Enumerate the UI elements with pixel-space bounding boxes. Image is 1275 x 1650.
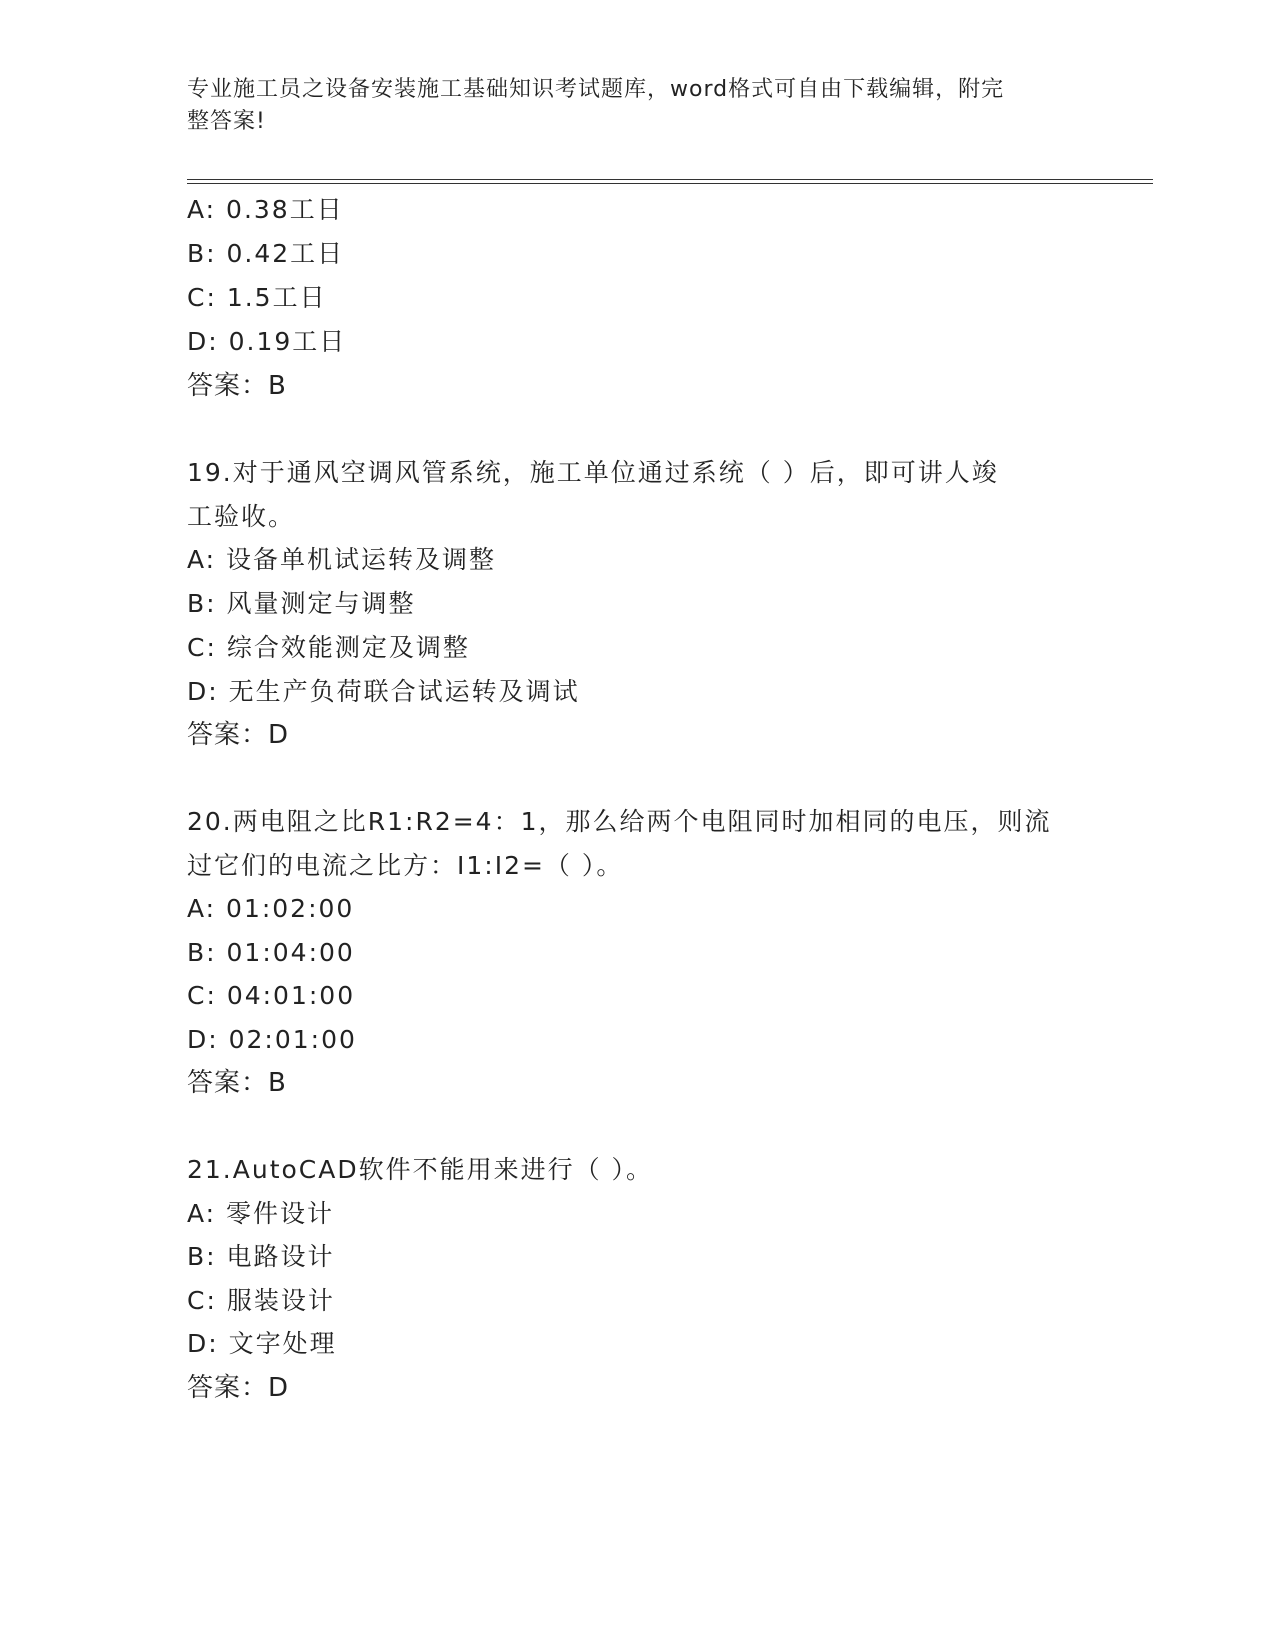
q18-option-b: B: 0.42工日 [187, 239, 345, 268]
q21-option-b: B: 电路设计 [187, 1242, 335, 1271]
q21-answer: 答案：D [187, 1373, 290, 1403]
q20-stem-line-2: 过它们的电流之比方：I1:I2=（ ）。 [187, 851, 624, 880]
q20-option-d: D: 02:01:00 [187, 1025, 357, 1054]
q19-option-c: C: 综合效能测定及调整 [187, 633, 470, 662]
q21-option-d: D: 文字处理 [187, 1329, 337, 1358]
q18-option-d: D: 0.19工日 [187, 327, 347, 356]
header-line-2: 整答案! [187, 109, 266, 134]
q19-answer: 答案：D [187, 720, 290, 750]
header-divider-top [187, 179, 1153, 180]
document-header [187, 74, 1067, 138]
q20-option-c: C: 04:01:00 [187, 981, 356, 1010]
q19-stem-line-1: 19.对于通风空调风管系统，施工单位通过系统（ ）后，即可讲人竣 [187, 458, 999, 487]
q19-option-d: D: 无生产负荷联合试运转及调试 [187, 677, 580, 706]
q20-option-a: A: 01:02:00 [187, 894, 355, 923]
q18-option-c: C: 1.5工日 [187, 283, 327, 312]
q19-stem-line-2: 工验收。 [187, 502, 296, 531]
q21-option-a: A: 零件设计 [187, 1199, 335, 1228]
q20-answer: 答案：B [187, 1068, 287, 1098]
header-divider-bottom [187, 183, 1153, 184]
q20-stem-line-1: 20.两电阻之比R1:R2=4：1，那么给两个电阻同时加相同的电压，则流 [187, 807, 1052, 836]
q21-option-c: C: 服装设计 [187, 1286, 335, 1315]
q21-stem-line-1: 21.AutoCAD软件不能用来进行（ ）。 [187, 1155, 654, 1184]
q19-option-a: A: 设备单机试运转及调整 [187, 545, 497, 574]
q18-answer: 答案：B [187, 371, 287, 401]
header-line-1: 专业施工员之设备安装施工基础知识考试题库，word格式可自由下载编辑，附完 [187, 77, 1005, 102]
q20-option-b: B: 01:04:00 [187, 938, 355, 967]
q19-option-b: B: 风量测定与调整 [187, 589, 416, 618]
q18-option-a: A: 0.38工日 [187, 195, 344, 224]
